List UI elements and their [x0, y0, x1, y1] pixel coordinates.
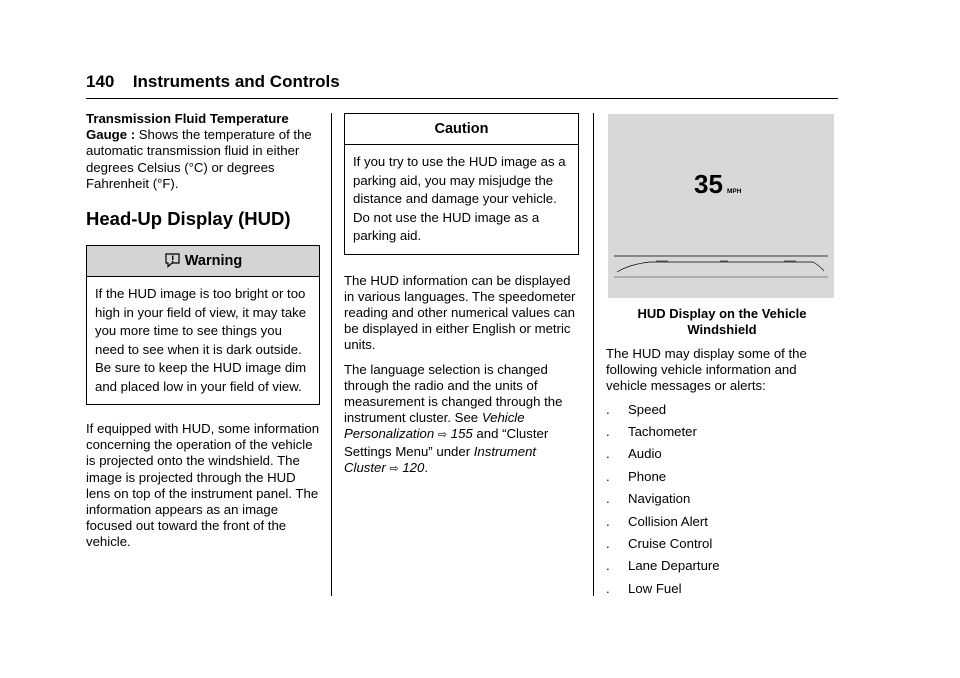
selection-paragraph — [344, 362, 579, 477]
language-paragraph: The HUD information can be displayed in various languages. The speedometer reading and other numerical values can be displayed in either English or metric units. — [344, 272, 576, 353]
list-item-label: Lane Departure — [628, 558, 720, 574]
hud-speed: 35 — [694, 169, 723, 199]
hud-illustration — [608, 114, 834, 298]
bullet: . — [606, 513, 610, 529]
tft-text: Shows the temperature of the automatic transmission fluid in either degrees Celsius (°C) or degrees Fahrenheit (°F). — [86, 127, 312, 191]
bullet: . — [606, 535, 610, 551]
list-item — [606, 578, 838, 600]
hud-intro-paragraph: If equipped with HUD, some information concerning the operation of the vehicle is projected onto the windshield. The image is projected through the HUD lens on top of the instrument panel. The information appears as an image focused out toward the front of the vehicle. — [86, 421, 320, 550]
bullet: . — [606, 424, 610, 439]
bullet: . — [606, 558, 610, 574]
page-header — [86, 72, 838, 96]
list-item-label: Phone — [628, 468, 667, 484]
column-divider-1 — [331, 113, 332, 596]
column-3 — [606, 346, 838, 600]
list-item — [606, 533, 838, 555]
list-item — [606, 511, 838, 533]
list-item-label: Tachometer — [628, 424, 697, 439]
list-item-label: Low Fuel — [628, 580, 682, 596]
bullet: . — [606, 446, 610, 462]
list-item — [606, 443, 838, 465]
warning-icon — [164, 249, 181, 279]
caution-text: If you try to use the HUD image as a parking aid, you may misjudge the distance and damage your vehicle. Do not use the HUD image as a parking aid. — [353, 154, 566, 243]
column-2 — [344, 113, 579, 485]
vehicle-personalization-label: Vehicle Personalization — [344, 410, 525, 442]
instrument-cluster-label: Instrument Cluster — [344, 443, 537, 475]
ref-arrow-icon: ⇨ — [389, 462, 399, 475]
warning-header — [87, 246, 319, 277]
figure-caption: HUD Display on the Vehicle Windshield — [637, 306, 807, 337]
hud-info-list — [606, 399, 838, 601]
dash-curve — [617, 262, 824, 272]
list-item — [606, 421, 838, 443]
instrument-cluster-page: 120 — [402, 459, 425, 475]
column-1 — [86, 111, 320, 559]
warning-box — [86, 245, 320, 405]
list-item-label: Collision Alert — [628, 513, 708, 529]
warning-text: If the HUD image is too bright or too high in your field of view, it may take you more time to see things you need to see when it is dark outside. Be sure to keep the HUD image dim and placed low in your field of view. — [95, 286, 307, 394]
list-item-label: Navigation — [628, 491, 691, 507]
page-number: 140 — [86, 72, 115, 91]
hud-heading: Head-Up Display (HUD) — [86, 208, 291, 230]
list-item — [606, 399, 838, 421]
bullet: . — [606, 580, 610, 596]
tft-paragraph — [86, 111, 320, 192]
ref-arrow-icon: ⇨ — [437, 429, 448, 442]
list-item — [606, 488, 838, 510]
selection-end: . — [424, 459, 429, 475]
list-intro: The HUD may display some of the following vehicle information and vehicle messages or alerts: — [606, 346, 807, 394]
list-item-label: Speed — [628, 401, 667, 417]
caution-header: Caution — [345, 114, 578, 145]
bullet: . — [606, 491, 610, 507]
warning-title: Warning — [184, 253, 243, 270]
caution-box — [344, 113, 579, 255]
tft-label: Transmission Fluid Temperature Gauge : — [86, 111, 289, 143]
list-item — [606, 466, 838, 488]
bullet: . — [606, 401, 610, 417]
vehicle-personalization-page: 155 — [450, 426, 473, 442]
selection-text-1: The language selection is changed through the radio and the units of measurement is changed through the instrument cluster. See — [344, 361, 563, 426]
section-title: Instruments and Controls — [132, 72, 340, 91]
column-divider-2 — [593, 113, 594, 596]
hud-speed-unit: MPH — [727, 188, 742, 195]
bullet: . — [606, 468, 610, 484]
selection-text-2: and “Cluster Settings Menu” under — [344, 426, 549, 459]
list-item — [606, 555, 838, 577]
list-item-label: Cruise Control — [628, 535, 713, 551]
hud-figure — [608, 114, 834, 298]
header-rule — [86, 98, 838, 99]
list-item-label: Audio — [628, 446, 662, 462]
